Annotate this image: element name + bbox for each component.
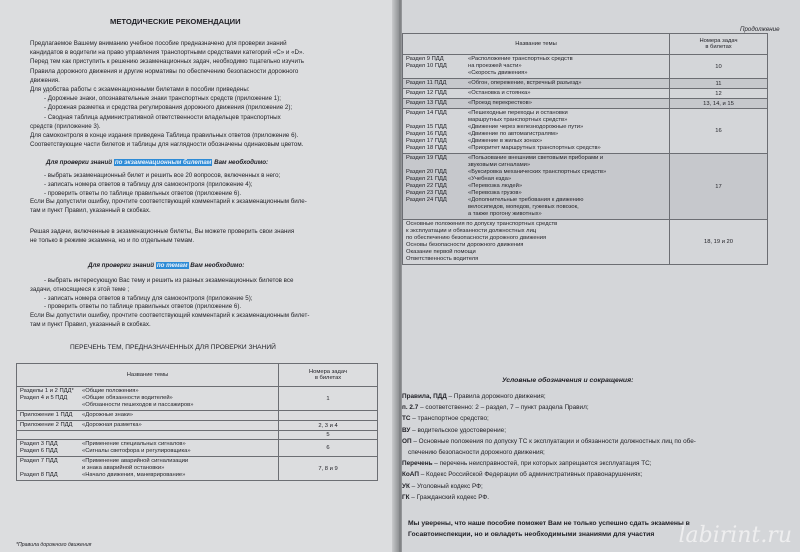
topic-label: Оказание первой помощи <box>406 249 476 255</box>
text-line: Решая задачи, включенные в экзаменационные билеты, Вы можете проверить свои знания <box>30 228 295 235</box>
text-line: там и пункт Правил, указанный в скобках. <box>30 207 151 215</box>
topic-cell <box>17 387 279 411</box>
legend-item <box>402 427 506 434</box>
text-line: движения. <box>30 76 60 84</box>
section-label <box>20 402 82 409</box>
table-row <box>403 89 768 99</box>
text-line: Для самоконтроля в конце издания приведена Таблица правильных ответов (приложение 6). <box>30 132 299 139</box>
task-numbers-cell: 17 <box>670 154 768 220</box>
text-line: - Сводная таблица административной ответственности владельцев транспортных <box>44 113 281 121</box>
text-line: Для удобства работы с экзаменационными билетами в пособии приведены: <box>30 86 250 93</box>
text-line: кандидатов в водители на право управления транспортными средствами категорий «С» и «D». <box>30 49 305 57</box>
left-page <box>0 0 398 552</box>
topic-label: «Приоритет маршрутных транспортных средств» <box>468 145 601 151</box>
legend-item <box>402 494 489 501</box>
topic-label: «Учебная езда» <box>468 176 512 182</box>
topic-label: «Общие положения» <box>82 388 139 394</box>
section-label: Раздел 19 ПДД <box>406 155 447 161</box>
text-line: - выбрать экзаменационный билет и решить все 20 вопросов, включенных в него; <box>44 172 281 179</box>
topic-label: звуковыми сигналами» <box>468 162 531 168</box>
topic-label: «Обязанности пешеходов и пассажиров» <box>82 402 194 408</box>
table-row <box>17 421 378 431</box>
legend-item <box>402 460 652 467</box>
topics-table-left <box>16 363 378 481</box>
topic-label: «Движение по автомагистралям» <box>468 131 559 137</box>
legend-text: – Уголовный кодекс РФ; <box>409 482 483 490</box>
topic-label: Основные положения по допуску транспортных средств <box>406 221 558 227</box>
task-numbers-cell: 7, 8 и 9 <box>279 457 378 481</box>
text-line: - выбрать интересующую Вас тему и решить из разных экзаменационных билетов все <box>44 277 294 284</box>
legend-text: – транспортное средство; <box>410 415 489 423</box>
topic-label: маршрутных транспортных средств» <box>468 117 568 123</box>
section-label: Раздел 17 ПДД <box>406 138 447 144</box>
page-title: МЕТОДИЧЕСКИЕ РЕКОМЕНДАЦИИ <box>110 17 241 26</box>
section-label: Раздел 12 ПДД <box>406 90 447 96</box>
col-header-numbers: Номера задач в билетах <box>279 364 378 387</box>
table-row <box>17 457 378 481</box>
legend-text: – соответственно: 2 – раздел, 7 – пункт раздела Правил; <box>418 404 589 412</box>
text-line: там и пункт Правил, указанный в скобках. <box>30 321 151 328</box>
text-line: - записать номера ответов в таблицу для самоконтроля (приложение 4); <box>44 180 253 188</box>
legend-text: – Гражданский кодекс РФ. <box>409 493 490 501</box>
topic-heading-pre: Для проверки знаний <box>88 262 156 269</box>
topic-label: «Движение через железнодорожные пути» <box>468 124 584 130</box>
topic-label: «Общие обязанности водителей» <box>82 395 173 401</box>
topic-cell <box>403 89 670 99</box>
legend-text: – Основные положения по допуску ТС к эксплуатации и обязанности должностных лиц по обе- <box>411 437 696 445</box>
topic-label: Основы безопасности дорожного движения <box>406 242 524 248</box>
legend-item <box>402 404 589 411</box>
table-row <box>17 411 378 421</box>
task-numbers-cell: 2, 3 и 4 <box>279 421 378 431</box>
topic-cell <box>403 109 670 154</box>
section-label: Раздел 6 ПДД <box>20 448 58 454</box>
topic-label: «Пешеходные переходы и остановки <box>468 110 568 116</box>
col-header-numbers: Номера задач в билетах <box>670 34 768 55</box>
topic-label: «Дорожная разметка» <box>82 422 142 428</box>
topic-cell <box>17 457 279 481</box>
task-numbers-cell: 5 <box>279 431 378 440</box>
legend-key: ВУ <box>402 426 411 434</box>
section-label <box>406 211 468 218</box>
section-label: Раздел 16 ПДД <box>406 131 447 137</box>
topic-label: «Дорожные знаки» <box>82 412 133 418</box>
task-numbers-cell: 18, 19 и 20 <box>670 220 768 265</box>
legend-text: спечению безопасности дорожного движения; <box>408 449 545 456</box>
section-label: Раздел 9 ПДД <box>406 56 444 62</box>
topics-table-right <box>402 33 768 265</box>
legend-key: ГК <box>402 493 410 501</box>
list-title: ПЕРЕЧЕНЬ ТЕМ, ПРЕДНАЗНАЧЕННЫХ ДЛЯ ПРОВЕРКИ ЗНАНИЙ <box>70 344 276 351</box>
section-label: Раздел 18 ПДД <box>406 145 447 151</box>
topic-label: «Применение аварийной сигнализации <box>82 458 189 464</box>
legend-item <box>408 449 545 456</box>
section-label: Раздел 7 ПДД <box>20 458 58 464</box>
legend-item <box>402 483 483 490</box>
text-line: Госавтоинспекции, но и овладеть необходимыми знаниями для участия <box>408 530 655 538</box>
legend-text: – перечень неисправностей, при которых запрещается эксплуатация ТС; <box>432 460 652 468</box>
legend-key: Перечень <box>402 460 433 468</box>
legend-item <box>402 393 546 400</box>
task-numbers-cell: 1 <box>279 387 378 411</box>
exam-heading-highlight: по экзаменационным билетам <box>114 159 212 166</box>
col-header-topic: Название темы <box>17 364 279 387</box>
task-numbers-cell: 13, 14, и 15 <box>670 99 768 109</box>
section-label: Раздел 21 ПДД <box>406 176 447 182</box>
text-line: Соответствующие части билетов и таблицы для наглядности обозначены одинаковым цветом. <box>30 141 304 149</box>
topic-label: велосипедов, мопедов, гужевых повозок, <box>468 204 579 210</box>
text-line: Правила дорожного движения и другие нормативы по обеспечению безопасности дорожного <box>30 67 299 75</box>
topic-label: к эксплуатации и обязанности должностных лиц <box>406 228 537 234</box>
topic-label: «Скорость движения» <box>468 70 528 76</box>
section-label <box>406 70 468 77</box>
legend-title: Условные обозначения и сокращения: <box>502 377 634 384</box>
legend-item <box>402 438 696 445</box>
topic-label: и знака аварийной остановки» <box>82 465 165 471</box>
section-label: Раздел 13 ПДД <box>406 100 447 106</box>
legend-text: – Правила дорожного движения; <box>446 393 546 400</box>
topic-label: «Остановка и стоянка» <box>468 90 531 96</box>
text-line: средств (приложение 3). <box>30 122 101 130</box>
topic-heading-post: Вам необходимо: <box>188 262 245 269</box>
legend-item <box>402 415 489 422</box>
text-line: - проверить ответы по таблице правильных ответов (приложение 6). <box>44 303 242 311</box>
watermark-signature: labirint.ru <box>678 523 792 548</box>
text-line: Если Вы допустили ошибку, прочтите соответствующий комментарий к экзаменационным биле- <box>30 198 307 206</box>
section-label <box>20 465 82 472</box>
section-label: Раздел 11 ПДД <box>406 80 447 86</box>
topic-cell <box>403 220 670 265</box>
task-numbers-cell: 11 <box>670 79 768 89</box>
table-row <box>403 109 768 154</box>
exam-heading <box>46 159 268 166</box>
legend-key: УК <box>402 482 410 490</box>
topic-label: а также прогону животных» <box>468 211 542 217</box>
legend-item <box>402 471 642 478</box>
legend-text: – водительское удостоверение; <box>410 426 506 434</box>
text-line: Перед тем как приступить к решению экзаменационных задач, необходимо тщательно изучить <box>30 58 305 66</box>
section-label: Раздел 14 ПДД <box>406 110 447 116</box>
topic-label: «Расположение транспортных средств <box>468 56 573 62</box>
task-numbers-cell: 10 <box>670 55 768 79</box>
section-label: Раздел 20 ПДД <box>406 169 447 175</box>
topic-cell <box>17 421 279 431</box>
table-row <box>403 79 768 89</box>
topic-label: «Перевозка людей» <box>468 183 523 189</box>
text-line: Мы уверены, что наше пособие поможет Вам не только успешно сдать экзамены в <box>408 520 690 527</box>
topic-cell <box>403 79 670 89</box>
topic-label: «Буксировка механических транспортных средств» <box>468 169 607 175</box>
footnote: *Правила дорожного движения <box>16 542 92 548</box>
topic-cell <box>17 411 279 421</box>
topic-cell <box>403 99 670 109</box>
section-label: Раздел 4 и 5 ПДД <box>20 395 68 401</box>
table-row <box>403 154 768 220</box>
section-label: Приложение 1 ПДД <box>20 412 73 418</box>
col-header-topic: Название темы <box>403 34 670 55</box>
section-label: Раздел 15 ПДД <box>406 124 447 130</box>
topic-label: по обеспечению безопасности дорожного движения <box>406 235 547 241</box>
task-numbers-cell: 12 <box>670 89 768 99</box>
text-line: - проверить ответы по таблице правильных ответов (приложение 6). <box>44 189 242 197</box>
topic-cell <box>17 440 279 457</box>
table-row <box>17 431 378 440</box>
section-label: Раздел 3 ПДД <box>20 441 58 447</box>
section-label: Раздел 23 ПДД <box>406 190 447 196</box>
topic-cell <box>403 154 670 220</box>
section-label: Разделы 1 и 2 ПДД* <box>20 388 74 394</box>
text-line: - Дорожная разметка и средства регулирования дорожного движения (приложение 2); <box>44 104 293 112</box>
table-row <box>17 440 378 457</box>
text-line: Если Вы допустили ошибку, прочтите соответствующий комментарий к экзаменационным билет- <box>30 312 310 320</box>
section-label: Приложение 2 ПДД <box>20 422 73 428</box>
task-numbers-cell <box>279 411 378 421</box>
exam-heading-pre: Для проверки знаний <box>46 159 114 166</box>
topic-heading-highlight: по темам <box>156 262 188 269</box>
legend-key: КоАП <box>402 471 419 479</box>
legend-key: Правила, ПДД <box>402 393 447 400</box>
section-label: Раздел 24 ПДД <box>406 197 447 203</box>
text-line: Предлагаемое Вашему вниманию учебное пособие предназначено для проверки знаний <box>30 40 287 47</box>
topic-cell <box>403 55 670 79</box>
exam-heading-post: Вам необходимо: <box>212 159 269 166</box>
section-label <box>406 162 468 169</box>
topic-label: «Пользование внешними световыми приборами и <box>468 155 604 161</box>
text-line: - записать номера ответов в таблицу для самоконтроля (приложение 5); <box>44 294 253 302</box>
topic-label: Ответственность водителя <box>406 256 479 262</box>
task-numbers-cell: 6 <box>279 440 378 457</box>
continuation-label: Продолжение <box>740 26 780 33</box>
section-label: Раздел 22 ПДД <box>406 183 447 189</box>
topic-label: «Движение в жилых зонах» <box>468 138 543 144</box>
table-row <box>403 220 768 265</box>
table-row <box>403 55 768 79</box>
topic-label: «Обгон, опережение, встречный разъезд» <box>468 80 582 86</box>
topic-label: «Начало движения, маневрирование» <box>82 472 186 478</box>
task-numbers-cell: 16 <box>670 109 768 154</box>
section-label: Раздел 10 ПДД <box>406 63 447 69</box>
table-row <box>403 99 768 109</box>
table-row <box>17 387 378 411</box>
section-label: Раздел 8 ПДД <box>20 472 58 478</box>
legend-text: – Кодекс Российской Федерации об административных правонарушениях; <box>418 471 643 479</box>
section-label <box>406 117 468 124</box>
text-line: задачи, относящиеся к этой теме ; <box>30 285 130 293</box>
topic-label: «Перевозка грузов» <box>468 190 522 196</box>
text-line: - Дорожные знаки, опознавательные знаки транспортных средств (приложение 1); <box>44 95 281 103</box>
topic-label: «Применение специальных сигналов» <box>82 441 186 447</box>
topic-label: на проезжей части» <box>468 63 522 69</box>
topic-heading <box>88 262 244 269</box>
topic-cell <box>17 431 279 440</box>
legend-key: п. 2.7 <box>402 404 419 412</box>
topic-label: «Дополнительные требования к движению <box>468 197 584 203</box>
legend-key: ТС <box>402 415 411 423</box>
legend-key: ОП <box>402 437 412 445</box>
text-line: не только в режиме экзамена, но и по отдельным темам. <box>30 237 195 244</box>
topic-label: «Проезд перекрестков» <box>468 100 532 106</box>
right-page <box>402 0 800 552</box>
topic-label: «Сигналы светофора и регулировщика» <box>82 448 191 454</box>
section-label <box>406 204 468 211</box>
